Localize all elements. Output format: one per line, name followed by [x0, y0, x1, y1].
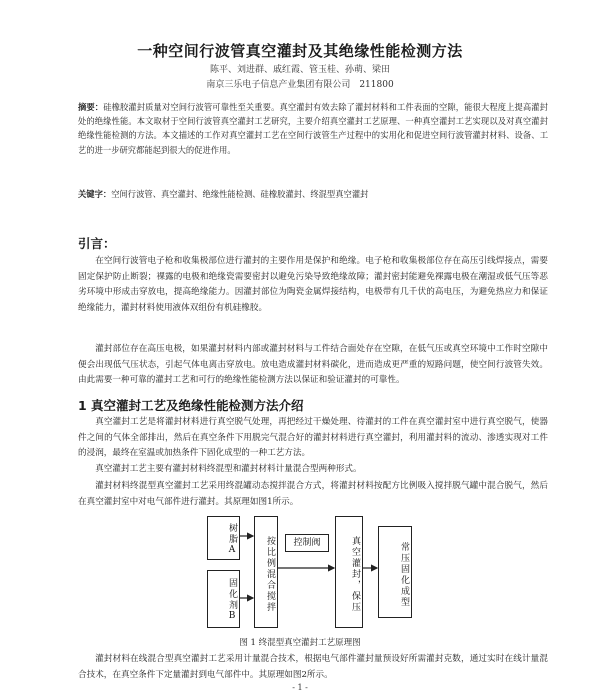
box-mix-stir: 按比例混合搅拌 — [254, 516, 278, 628]
affiliation: 南京三乐电子信息产业集团有限公司 211800 — [206, 80, 394, 90]
page-number: - 1 - — [292, 683, 308, 692]
section-1-paragraph-2: 真空灌封工艺主要有灌封材料终混型和灌封材料计量混合型两种形式。 — [95, 464, 362, 474]
figure-1-caption: 图 1 终混型真空灌封工艺原理图 — [239, 638, 361, 648]
intro-paragraph-1: 在空间行波管电子枪和收集极部位进行灌封的主要作用是保护和绝缘。电子枪和收集极部位存在高压引线焊接点，需要固定保护防止断裂；裸露的电极和绝缘瓷需要密封以避免污染导致绝缘故障；灌封密封能避免裸露电极在潮湿或低气压等恶劣环境中形成击穿放电，提高绝缘能力。因灌封部位为陶瓷金属焊接结构，电极带有几千伏的高电压，为避免热应力和保证绝缘能力，灌封材料使用液体双组份有机硅橡胶。 — [78, 256, 548, 313]
section-1-paragraph-1: 真空灌封工艺是将灌封材料进行真空脱气处理，再把经过干燥处理、待灌封的工件在真空灌封室中进行真空脱气，使器件之间的气体全部排出，然后在真空条件下用脱完气混合好的灌封材料进行真空灌封，利用灌封料的流动、渗透实现对工件的浸润，最终在室温或加热条件下固化成型的一种工艺方法。 — [78, 417, 548, 459]
abstract — [78, 100, 548, 157]
paper-title: 一种空间行波管真空灌封及其绝缘性能检测方法 — [137, 42, 463, 60]
intro-paragraph-2: 灌封部位存在高压电极，如果灌封材料内部或灌封材料与工件结合面处存在空隙，在低气压或真空环境中工作时空隙中便会出现低气压状态，引起气体电离击穿放电。放电造成灌封材料碳化，进而造成更严重的短路问题，使空间行波管失效。由此需要一种可靠的灌封工艺和可行的绝缘性能检测方法以保证和验证灌封的可靠性。 — [78, 344, 548, 386]
abstract-label: 摘要： — [78, 102, 104, 112]
intro-heading: 引言： — [78, 236, 116, 251]
section-1-paragraph-3: 灌封材料终混型真空灌封工艺采用终混罐动态搅拌混合方式，将灌封材料按配方比例吸入搅拌脱气罐中混合脱气，然后在真空灌封室中对电气部件进行灌封。其原理如图1所示。 — [78, 481, 548, 507]
figure-1-diagram — [195, 514, 585, 629]
box-resin-a: 树脂A — [207, 516, 240, 560]
box-curing-agent-b: 固化剂B — [207, 570, 240, 628]
keywords — [78, 188, 548, 200]
abstract-text: 硅橡胶灌封质量对空间行波管可靠性至关重要。真空灌封有效去除了灌封材料和工件表面的空隙，能很大程度上提高灌封处的绝缘性能。本文取材于空间行波管真空灌封工艺研究，主要介绍真空灌封工艺原理、一种真空灌封工艺实现以及对真空灌封绝缘性能检测的方法。本文描述的工作对真空灌封工艺在空间行波管生产过程中的实用化和促进空间行波管灌封材料、设备、工艺的进一步研究都能起到很大的促进作用。 — [78, 102, 548, 155]
keywords-label: 关键字： — [78, 189, 112, 199]
section-1-paragraph-4: 灌封材料在线混合型真空灌封工艺采用计量混合技术，根据电气部件灌封量预设好所需灌封克数，通过实时在线计量混合技术，在真空条件下定量灌封到电气部件中。其原理如图2所示。 — [78, 654, 548, 680]
keywords-text: 空间行波管、真空灌封、绝缘性能检测、硅橡胶灌封、终混型真空灌封 — [111, 189, 369, 199]
section-1-heading: 1 真空灌封工艺及绝缘性能检测方法介绍 — [78, 398, 304, 413]
box-normal-pressure-cure: 常压固化成型 — [378, 526, 412, 618]
box-vacuum-fill: 真空灌封，保压 — [335, 516, 363, 628]
box-control-valve: 控制阀 — [285, 534, 329, 552]
author-list: 陈平、刘进群、戚红霞、管玉桂、孙萌、梁田 — [209, 65, 390, 75]
